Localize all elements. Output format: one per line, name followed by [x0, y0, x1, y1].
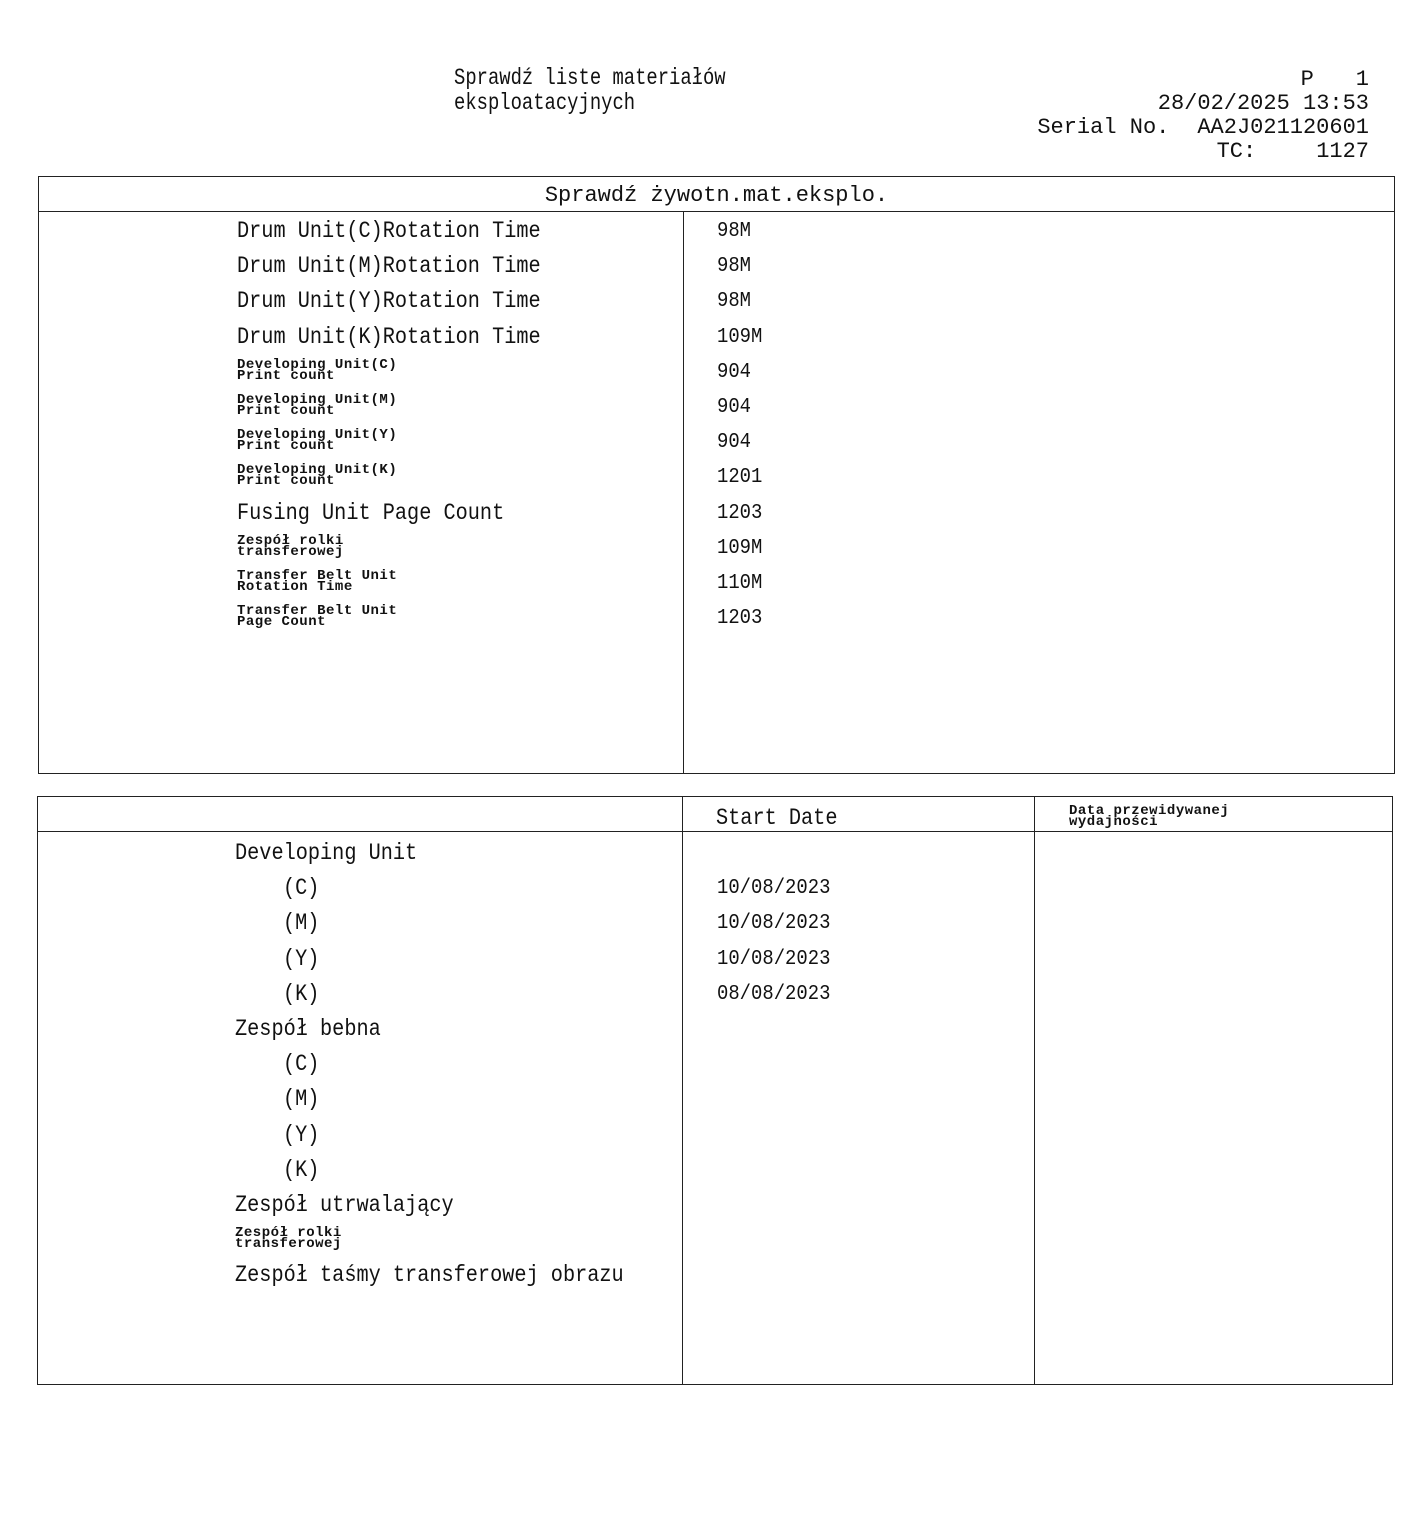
row-label: Drum Unit(Y)Rotation Time	[237, 288, 541, 315]
row-label: Developing Unit(Y) Print count	[237, 427, 398, 455]
table-row	[38, 943, 1392, 978]
row-value: 10/08/2023	[717, 877, 831, 901]
report-title	[454, 66, 726, 116]
report-datetime: 28/02/2025 13:53	[1157, 91, 1369, 116]
row-label: Drum Unit(M)Rotation Time	[237, 253, 541, 280]
table-row	[39, 321, 1394, 356]
table-row	[38, 1259, 1392, 1294]
table-row	[38, 1119, 1392, 1154]
row-value: 98M	[717, 255, 752, 279]
row-label: (K)	[283, 980, 320, 1007]
table-row	[38, 907, 1392, 942]
row-value: 1203	[717, 607, 763, 631]
table-row	[38, 1224, 1392, 1259]
row-value: 109M	[717, 325, 763, 349]
table-divider	[39, 211, 1394, 212]
row-value: 109M	[717, 536, 763, 560]
table-row	[39, 250, 1394, 285]
tc-value: 1127	[1316, 139, 1369, 164]
table-row	[38, 1083, 1392, 1118]
row-label: (K)	[283, 1156, 320, 1183]
page-indicator	[1037, 68, 1369, 92]
start-date-header: Start Date	[716, 805, 838, 831]
row-label: Developing Unit(C) Print count	[237, 356, 398, 384]
row-label: Zespół taśmy transferowej obrazu	[235, 1262, 624, 1289]
table-row	[39, 567, 1394, 602]
table-row	[38, 1013, 1392, 1048]
row-label: Drum Unit(K)Rotation Time	[237, 323, 541, 350]
table-row	[39, 356, 1394, 391]
row-value: 904	[717, 431, 752, 455]
row-label: Transfer Belt Unit Rotation Time	[237, 567, 398, 595]
row-label: Developing Unit(M) Print count	[237, 391, 398, 419]
table-row	[39, 215, 1394, 250]
table-row	[38, 1189, 1392, 1224]
table-row	[39, 426, 1394, 461]
row-label: (C)	[283, 1051, 320, 1078]
table-row	[39, 602, 1394, 637]
row-label: (M)	[283, 1086, 320, 1113]
report-meta	[1037, 68, 1369, 164]
table-divider	[38, 831, 1392, 832]
row-label: Zespół bebna	[235, 1015, 381, 1042]
table-row	[38, 978, 1392, 1013]
row-value: 10/08/2023	[717, 912, 831, 936]
row-label: Zespół rolki transferowej	[237, 532, 344, 560]
table-row	[38, 1048, 1392, 1083]
serial-value: AA2J021120601	[1197, 115, 1369, 140]
row-label: (Y)	[283, 945, 320, 972]
serial-number	[1037, 116, 1369, 140]
row-value: 08/08/2023	[717, 982, 831, 1006]
consumable-life-title: Sprawdź żywotn.mat.eksplo.	[544, 183, 889, 208]
serial-label: Serial No.	[1037, 115, 1170, 140]
table-row	[39, 391, 1394, 426]
report-title-line1: Sprawdź liste materiałów	[454, 65, 726, 91]
row-value: 904	[717, 360, 752, 384]
consumable-life-rows	[39, 215, 1394, 637]
consumable-dates-table	[37, 796, 1393, 1385]
row-label: Developing Unit	[235, 840, 418, 866]
row-label: Transfer Belt Unit Page Count	[237, 603, 398, 631]
tc-counter	[1037, 140, 1369, 164]
forecast-date-header: Data przewidywanej wydajności	[1069, 803, 1230, 830]
table-row	[38, 837, 1392, 872]
page-number: 1	[1355, 67, 1369, 92]
row-value: 98M	[717, 290, 752, 314]
consumable-life-table	[38, 176, 1395, 774]
row-value: 904	[717, 395, 752, 419]
table-row	[39, 532, 1394, 567]
row-value: 110M	[717, 571, 763, 595]
row-value: 10/08/2023	[717, 947, 831, 971]
report-title-line2: eksploatacyjnych	[454, 90, 636, 116]
table-row	[39, 285, 1394, 320]
table-row	[39, 461, 1394, 496]
table-row	[38, 872, 1392, 907]
row-label: (C)	[283, 875, 320, 902]
row-label: Zespół utrwalający	[235, 1191, 454, 1218]
row-label: Zespół rolki transferowej	[235, 1225, 342, 1253]
table-row	[38, 1154, 1392, 1189]
row-value: 98M	[717, 220, 752, 243]
row-label: Drum Unit(C)Rotation Time	[237, 218, 541, 244]
page-label: P	[1300, 67, 1314, 92]
row-label: Developing Unit(K) Print count	[237, 462, 398, 490]
consumable-dates-rows	[38, 837, 1392, 1294]
row-label: Fusing Unit Page Count	[237, 499, 505, 526]
row-label: (Y)	[283, 1121, 320, 1148]
table-row	[39, 497, 1394, 532]
row-label: (M)	[283, 910, 320, 937]
tc-label: TC:	[1216, 139, 1257, 164]
row-value: 1201	[717, 466, 763, 490]
row-value: 1203	[717, 501, 763, 525]
